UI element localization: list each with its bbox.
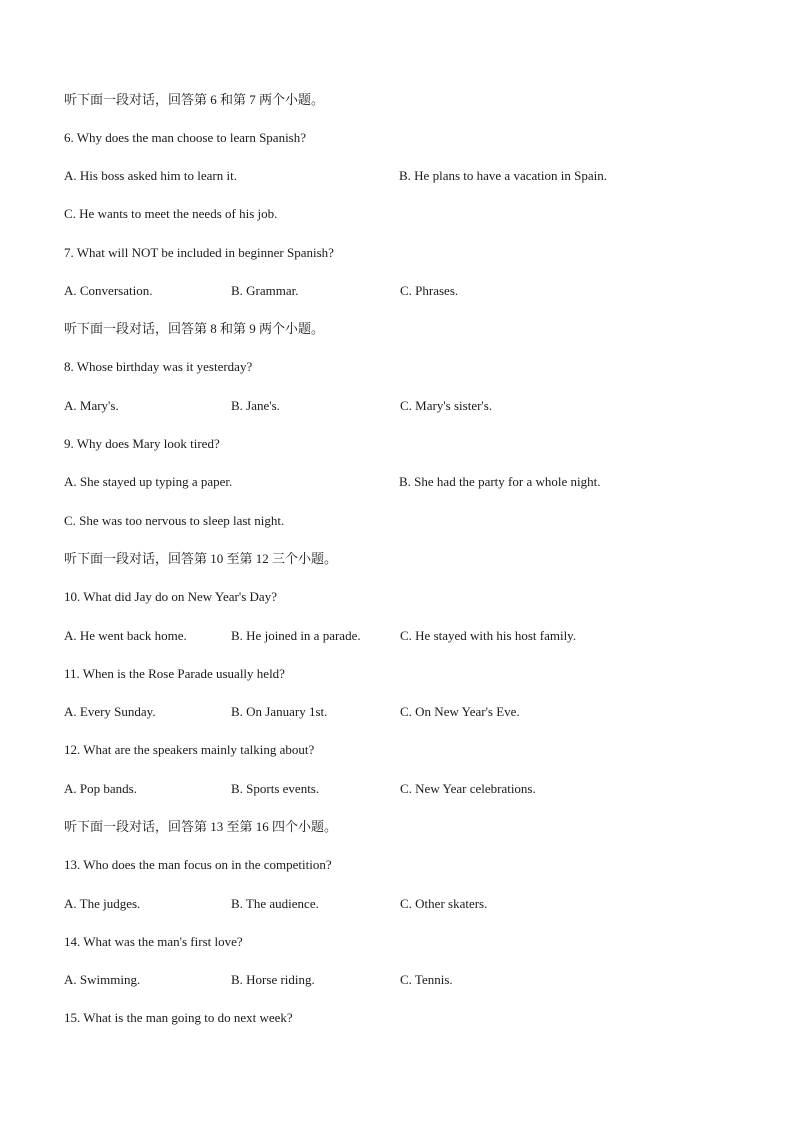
question-14: 14. What was the man's first love?	[64, 934, 243, 949]
question-11-options	[0, 704, 794, 720]
question-12-options	[0, 781, 794, 797]
question-6: 6. Why does the man choose to learn Spanish?	[64, 130, 307, 145]
option-b: B. Horse riding.	[231, 972, 315, 987]
question-9-options	[0, 474, 794, 490]
option-a: A. Mary's.	[64, 398, 119, 413]
option-c: C. On New Year's Eve.	[400, 704, 520, 719]
option-a: A. He went back home.	[64, 628, 187, 643]
question-9: 9. Why does Mary look tired?	[64, 436, 220, 451]
option-b: B. He plans to have a vacation in Spain.	[399, 168, 607, 183]
question-11: 11. When is the Rose Parade usually held?	[64, 666, 285, 681]
question-7-options	[0, 283, 794, 299]
option-b: B. The audience.	[231, 896, 319, 911]
section-instruction-1: 听下面一段对话，回答第 6 和第 7 两个小题。	[64, 92, 325, 107]
option-b: B. She had the party for a whole night.	[399, 474, 601, 489]
option-c: C. Tennis.	[400, 972, 453, 987]
question-13: 13. Who does the man focus on in the competition?	[64, 857, 332, 872]
question-12: 12. What are the speakers mainly talking about?	[64, 742, 315, 757]
question-13-options	[0, 896, 794, 912]
question-8: 8. Whose birthday was it yesterday?	[64, 359, 253, 374]
option-b: B. He joined in a parade.	[231, 628, 361, 643]
question-14-options	[0, 972, 794, 988]
section-instruction-4: 听下面一段对话，回答第 13 至第 16 四个小题。	[64, 819, 338, 834]
option-a: A. Every Sunday.	[64, 704, 156, 719]
option-a: A. His boss asked him to learn it.	[64, 168, 237, 183]
option-a: A. Pop bands.	[64, 781, 137, 796]
option-a: A. Swimming.	[64, 972, 141, 987]
section-instruction-3: 听下面一段对话，回答第 10 至第 12 三个小题。	[64, 551, 338, 566]
option-c: C. Mary's sister's.	[400, 398, 493, 413]
option-a: A. The judges.	[64, 896, 141, 911]
question-10-options	[0, 628, 794, 644]
option-a: A. She stayed up typing a paper.	[64, 474, 233, 489]
option-c: C. She was too nervous to sleep last night.	[64, 513, 285, 528]
option-a: A. Conversation.	[64, 283, 153, 298]
question-7: 7. What will NOT be included in beginner Spanish?	[64, 245, 334, 260]
question-10: 10. What did Jay do on New Year's Day?	[64, 589, 277, 604]
section-instruction-2: 听下面一段对话，回答第 8 和第 9 两个小题。	[64, 321, 325, 336]
option-b: B. Jane's.	[231, 398, 280, 413]
option-c: C. New Year celebrations.	[400, 781, 536, 796]
question-8-options	[0, 398, 794, 414]
question-15: 15. What is the man going to do next week?	[64, 1010, 293, 1025]
option-c: C. Other skaters.	[400, 896, 488, 911]
option-c: C. He wants to meet the needs of his job.	[64, 206, 278, 221]
question-6-options	[0, 168, 794, 184]
option-b: B. On January 1st.	[231, 704, 328, 719]
option-c: C. Phrases.	[400, 283, 459, 298]
option-c: C. He stayed with his host family.	[400, 628, 577, 643]
option-b: B. Sports events.	[231, 781, 320, 796]
option-b: B. Grammar.	[231, 283, 299, 298]
